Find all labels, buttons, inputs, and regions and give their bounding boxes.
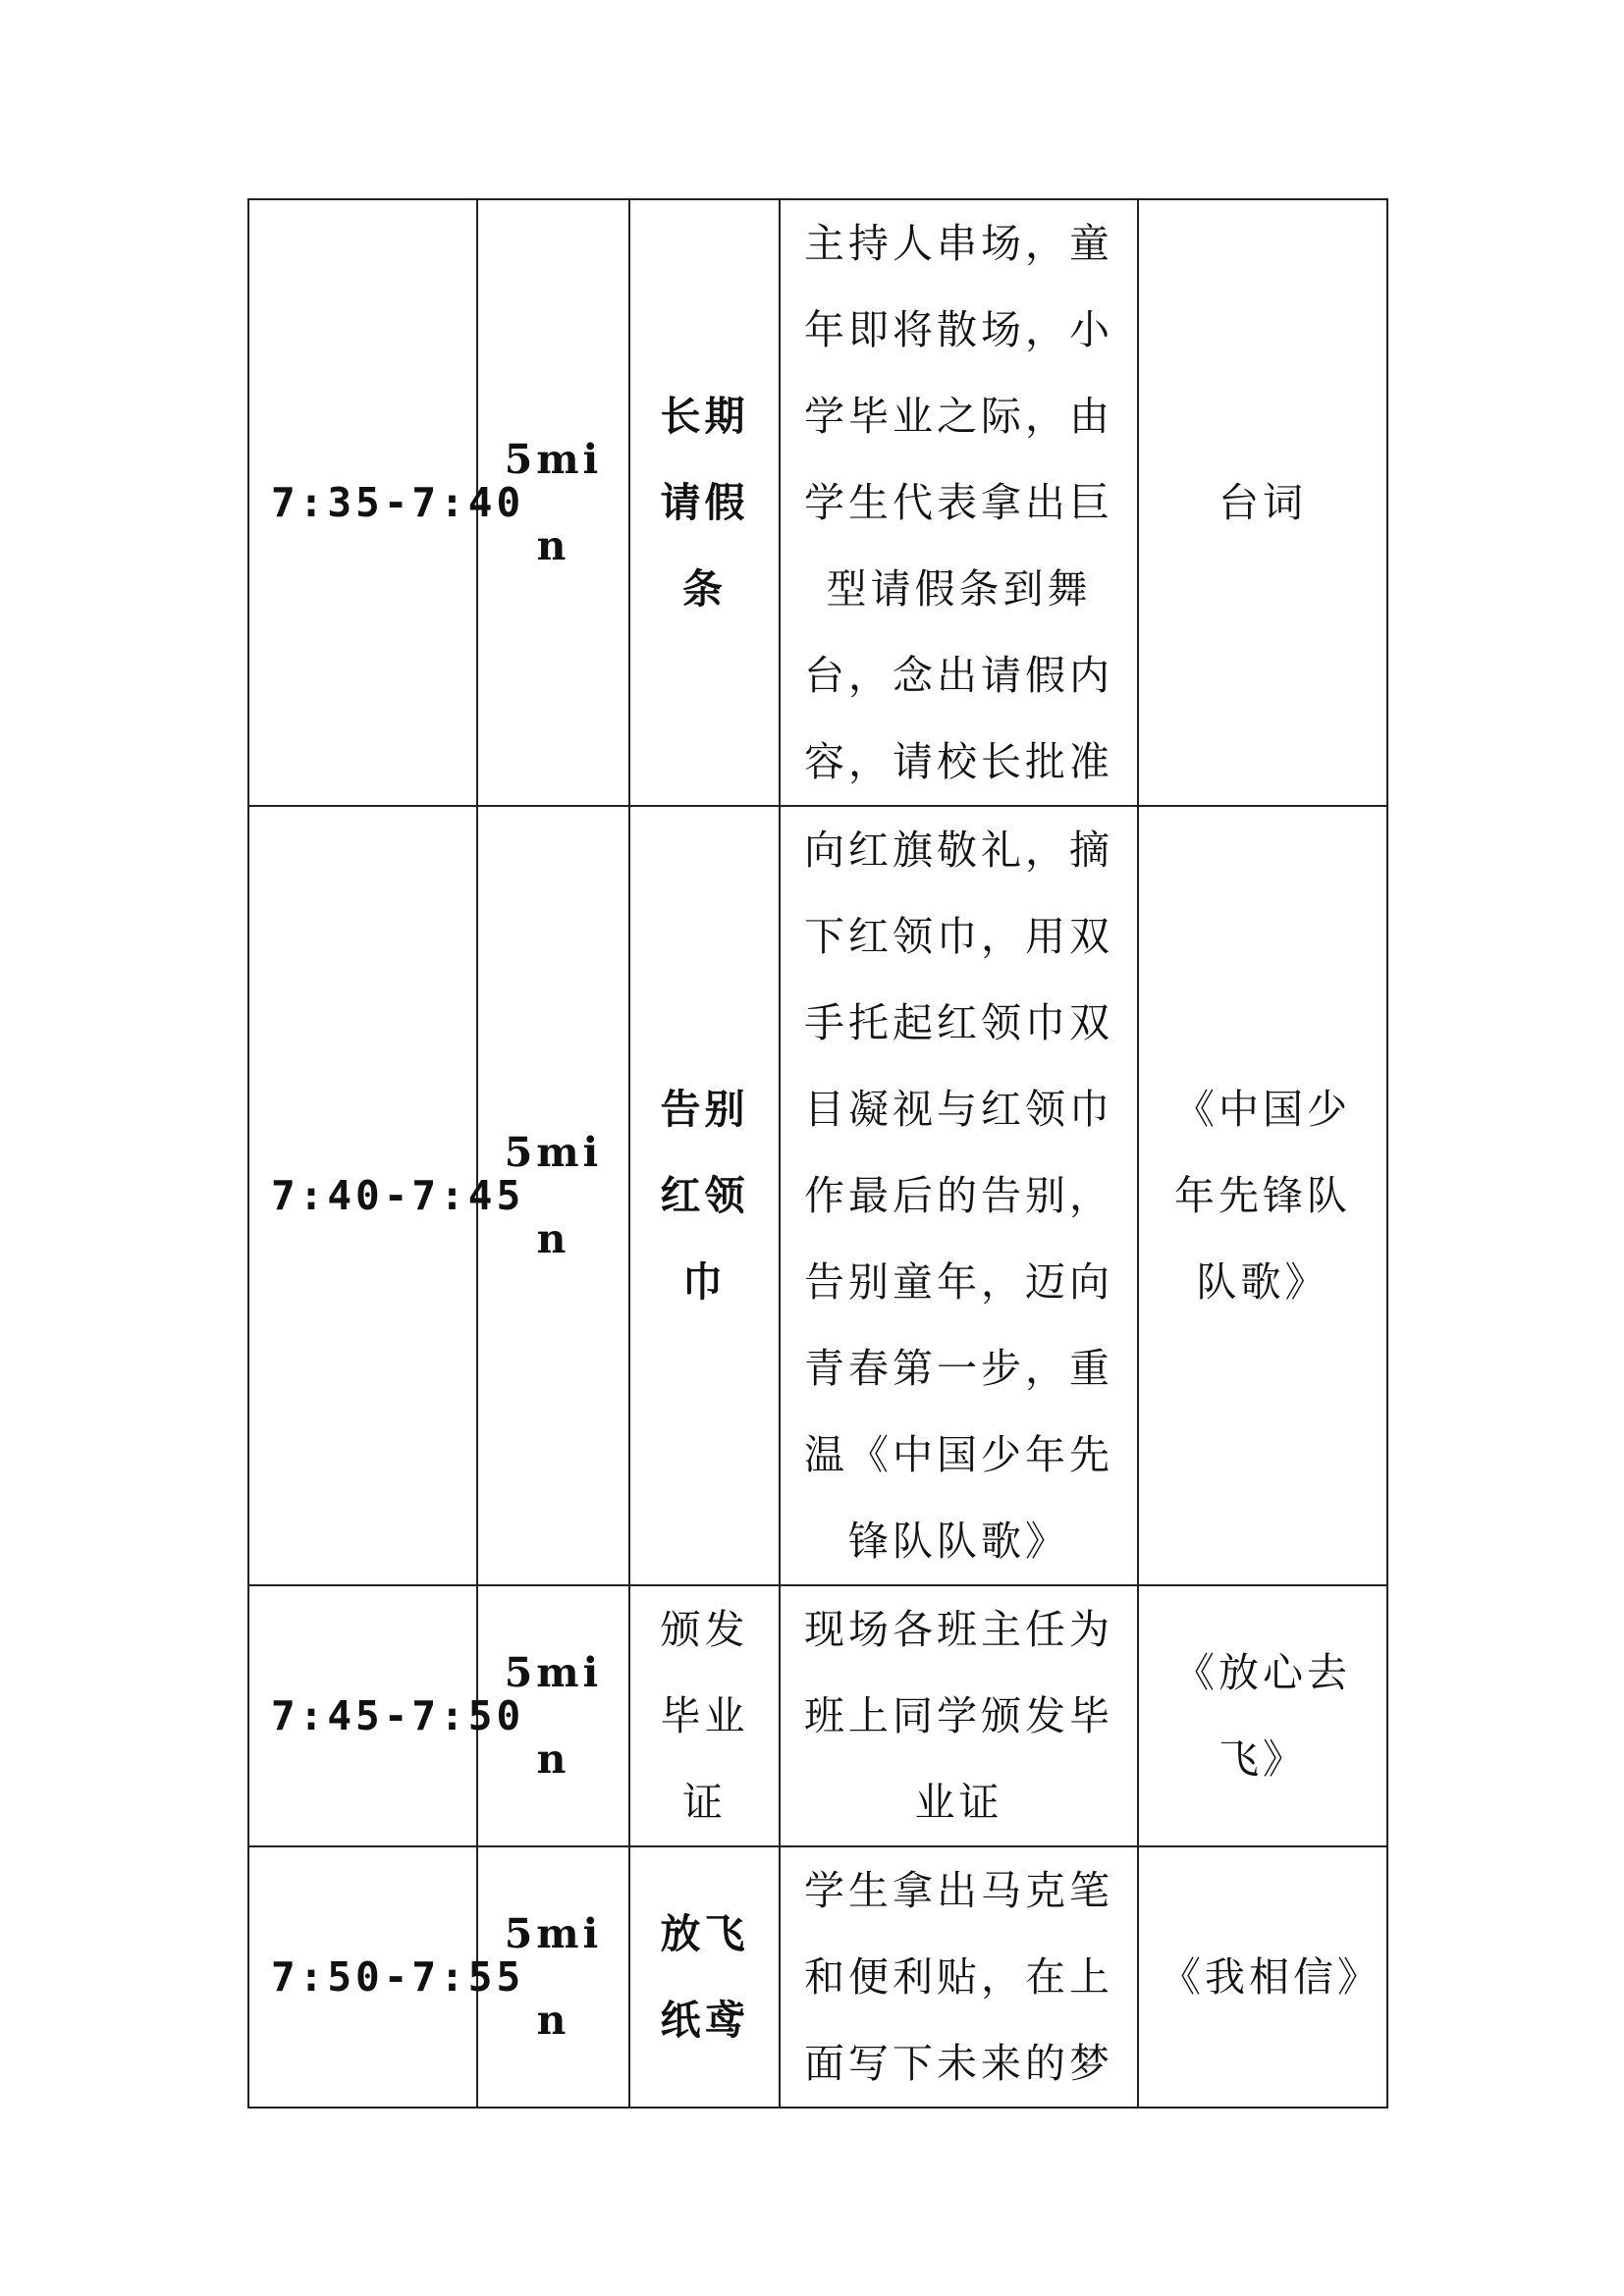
description-cell: 学生拿出马克笔和便利贴，在上面写下未来的梦 [780,1846,1138,2108]
activity-cell: 告别红领巾 [629,806,780,1585]
activity-cell: 颁发毕业证 [629,1585,780,1846]
duration-cell: 5min [477,199,629,806]
description-cell: 现场各班主任为班上同学颁发毕业证 [780,1585,1138,1846]
music-cell: 《放心去飞》 [1138,1585,1387,1846]
duration-cell: 5min [477,1585,629,1846]
duration-cell: 5min [477,806,629,1585]
description-cell: 向红旗敬礼，摘下红领巾，用双手托起红领巾双目凝视与红领巾作最后的告别，告别童年，迈向青春第一步，重温《中国少年先锋队队歌》 [780,806,1138,1585]
table-row [248,1585,1387,1846]
time-cell: 7:45-7:50 [248,1585,477,1846]
time-cell: 7:40-7:45 [248,806,477,1585]
time-cell: 7:35-7:40 [248,199,477,806]
activity-cell: 放飞纸鸢 [629,1846,780,2108]
program-schedule-table [247,198,1388,2109]
table-row [248,199,1387,806]
duration-cell: 5min [477,1846,629,2108]
activity-cell: 长期请假条 [629,199,780,806]
music-cell: 《我相信》 [1138,1846,1387,2108]
music-cell: 台词 [1138,199,1387,806]
table-row [248,1846,1387,2108]
description-cell: 主持人串场，童年即将散场，小学毕业之际，由学生代表拿出巨型请假条到舞台，念出请假内容，请校长批准 [780,199,1138,806]
time-cell: 7:50-7:55 [248,1846,477,2108]
music-cell: 《中国少年先锋队队歌》 [1138,806,1387,1585]
table-row [248,806,1387,1585]
